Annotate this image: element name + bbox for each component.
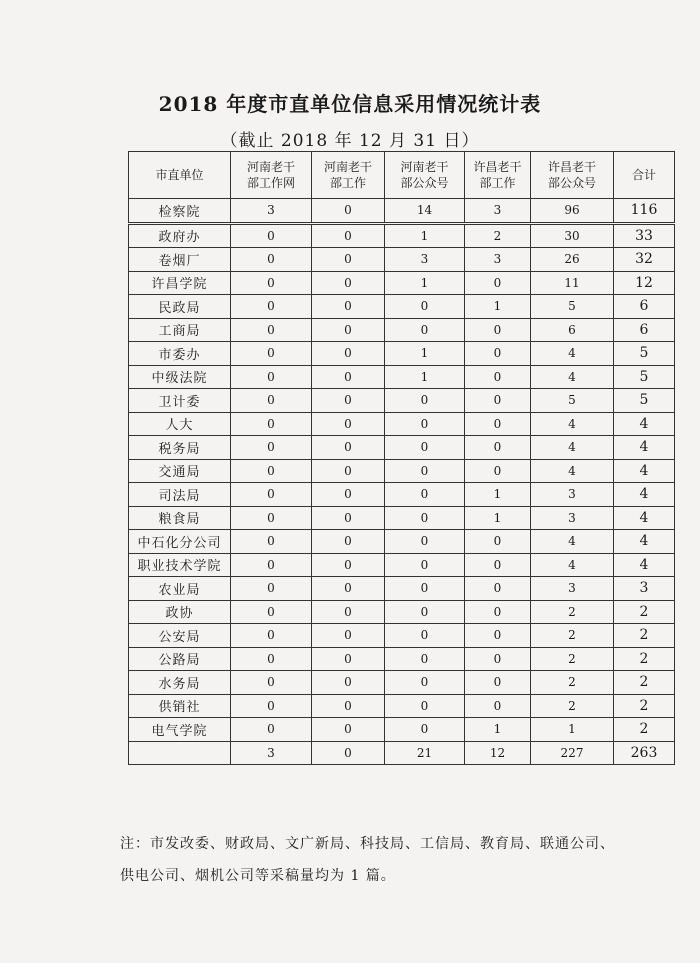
cell-c2: 0: [312, 295, 385, 319]
cell-c1: 0: [231, 459, 312, 483]
cell-c4: 1: [465, 718, 531, 742]
cell-total: 4: [614, 459, 675, 483]
cell-c5: 4: [531, 459, 614, 483]
cell-c2: 0: [312, 530, 385, 554]
statistics-table: [128, 151, 675, 765]
cell-unit: 许昌学院: [129, 271, 231, 295]
cell-c4: 0: [465, 459, 531, 483]
table-row: [129, 271, 675, 295]
cell-total: 2: [614, 624, 675, 648]
cell-unit: 工商局: [129, 318, 231, 342]
table-row: [129, 342, 675, 366]
cell-total: 6: [614, 318, 675, 342]
cell-c5: 2: [531, 647, 614, 671]
cell-c3: 0: [385, 318, 465, 342]
header-total: 合计: [614, 152, 675, 199]
cell-total: 4: [614, 553, 675, 577]
cell-c3: 0: [385, 671, 465, 695]
cell-c3: 0: [385, 624, 465, 648]
cell-c4: 0: [465, 271, 531, 295]
cell-c3: 0: [385, 694, 465, 718]
cell-c1: 0: [231, 436, 312, 460]
cell-total: 5: [614, 342, 675, 366]
header-col2: 河南老干 部工作: [312, 152, 385, 199]
cell-c4: 0: [465, 436, 531, 460]
cell-c5: 2: [531, 694, 614, 718]
cell-c1: 0: [231, 248, 312, 272]
cell-c3: 1: [385, 365, 465, 389]
summary-c5: 227: [531, 741, 614, 765]
cell-c5: 2: [531, 600, 614, 624]
cell-c4: 0: [465, 530, 531, 554]
cell-c4: 0: [465, 389, 531, 413]
summary-unit: [129, 741, 231, 765]
cell-c5: 4: [531, 412, 614, 436]
cell-c1: 0: [231, 671, 312, 695]
cell-c4: 0: [465, 694, 531, 718]
footnote: 注：市发改委、财政局、文广新局、科技局、工信局、教育局、联通公司、供电公司、烟机公司等采稿量均为 1 篇。: [120, 836, 615, 884]
cell-c4: 0: [465, 577, 531, 601]
cell-c4: 2: [465, 223, 531, 248]
cell-c1: 0: [231, 271, 312, 295]
cell-total: 116: [614, 199, 675, 224]
table-row: [129, 553, 675, 577]
document-title: 2018 年度市直单位信息采用情况统计表: [158, 92, 542, 116]
cell-total: 4: [614, 483, 675, 507]
cell-unit: 公路局: [129, 647, 231, 671]
header-col5: 许昌老干 部公众号: [531, 152, 614, 199]
cell-total: 5: [614, 389, 675, 413]
cell-c3: 1: [385, 271, 465, 295]
table-row: [129, 483, 675, 507]
cell-c2: 0: [312, 199, 385, 224]
cell-c4: 0: [465, 412, 531, 436]
summary-c4: 12: [465, 741, 531, 765]
cell-c1: 0: [231, 365, 312, 389]
cell-unit: 水务局: [129, 671, 231, 695]
cell-unit: 司法局: [129, 483, 231, 507]
cell-c4: 1: [465, 483, 531, 507]
cell-c1: 0: [231, 718, 312, 742]
summary-total: 263: [614, 741, 675, 765]
cell-total: 2: [614, 694, 675, 718]
cell-c2: 0: [312, 223, 385, 248]
cell-c1: 0: [231, 530, 312, 554]
table-row: [129, 365, 675, 389]
cell-unit: 中级法院: [129, 365, 231, 389]
table-row: [129, 295, 675, 319]
cell-c2: 0: [312, 577, 385, 601]
cell-c3: 0: [385, 577, 465, 601]
cell-c2: 0: [312, 718, 385, 742]
cell-total: 3: [614, 577, 675, 601]
cell-c5: 6: [531, 318, 614, 342]
cell-c3: 0: [385, 483, 465, 507]
cell-c1: 0: [231, 506, 312, 530]
cell-c3: 0: [385, 718, 465, 742]
cell-c5: 3: [531, 483, 614, 507]
cell-c1: 0: [231, 577, 312, 601]
cell-c3: 14: [385, 199, 465, 224]
table-row: [129, 671, 675, 695]
cell-c4: 0: [465, 624, 531, 648]
table-row: [129, 530, 675, 554]
cell-unit: 公安局: [129, 624, 231, 648]
cell-c2: 0: [312, 694, 385, 718]
cell-c1: 0: [231, 553, 312, 577]
cell-total: 4: [614, 506, 675, 530]
table-row: [129, 199, 675, 224]
cell-c2: 0: [312, 389, 385, 413]
cell-c2: 0: [312, 624, 385, 648]
cell-total: 4: [614, 530, 675, 554]
table-row: [129, 577, 675, 601]
cell-c5: 3: [531, 577, 614, 601]
cell-c4: 0: [465, 553, 531, 577]
cell-total: 4: [614, 412, 675, 436]
table-row: [129, 459, 675, 483]
cell-c5: 4: [531, 553, 614, 577]
cell-c4: 1: [465, 295, 531, 319]
summary-c2: 0: [312, 741, 385, 765]
cell-unit: 检察院: [129, 199, 231, 224]
cell-c3: 0: [385, 389, 465, 413]
table-row: [129, 694, 675, 718]
cell-c1: 0: [231, 647, 312, 671]
table-row: [129, 624, 675, 648]
table-row: [129, 718, 675, 742]
cell-c1: 0: [231, 389, 312, 413]
cell-c3: 0: [385, 600, 465, 624]
cell-c1: 0: [231, 600, 312, 624]
cell-total: 2: [614, 647, 675, 671]
cell-unit: 职业技术学院: [129, 553, 231, 577]
cell-c5: 4: [531, 530, 614, 554]
cell-c5: 4: [531, 342, 614, 366]
header-col1: 河南老干 部工作网: [231, 152, 312, 199]
cell-c2: 0: [312, 600, 385, 624]
cell-c5: 5: [531, 389, 614, 413]
cell-c5: 4: [531, 436, 614, 460]
cell-unit: 人大: [129, 412, 231, 436]
table-body: [129, 199, 675, 765]
cell-unit: 卷烟厂: [129, 248, 231, 272]
cell-unit: 政协: [129, 600, 231, 624]
cell-c3: 0: [385, 412, 465, 436]
cell-c2: 0: [312, 271, 385, 295]
table-row: [129, 248, 675, 272]
cell-c3: 1: [385, 223, 465, 248]
cell-c5: 5: [531, 295, 614, 319]
cell-c1: 0: [231, 694, 312, 718]
cell-unit: 农业局: [129, 577, 231, 601]
cell-c2: 0: [312, 436, 385, 460]
cell-unit: 电气学院: [129, 718, 231, 742]
table-row: [129, 412, 675, 436]
cell-c4: 0: [465, 600, 531, 624]
cell-total: 4: [614, 436, 675, 460]
cell-c3: 0: [385, 553, 465, 577]
table-row: [129, 647, 675, 671]
cell-c2: 0: [312, 412, 385, 436]
cell-c5: 26: [531, 248, 614, 272]
cell-c1: 0: [231, 412, 312, 436]
cell-c2: 0: [312, 248, 385, 272]
cell-c2: 0: [312, 365, 385, 389]
cell-c1: 3: [231, 199, 312, 224]
document-subtitle: （截止 2018 年 12 月 31 日）: [220, 131, 480, 151]
table-row: [129, 436, 675, 460]
cell-c4: 0: [465, 318, 531, 342]
cell-c1: 0: [231, 223, 312, 248]
cell-c2: 0: [312, 483, 385, 507]
cell-c5: 1: [531, 718, 614, 742]
summary-c1: 3: [231, 741, 312, 765]
table-row: [129, 600, 675, 624]
cell-c1: 0: [231, 624, 312, 648]
cell-c1: 0: [231, 295, 312, 319]
cell-c1: 0: [231, 342, 312, 366]
cell-c2: 0: [312, 671, 385, 695]
cell-total: 5: [614, 365, 675, 389]
cell-total: 32: [614, 248, 675, 272]
cell-unit: 中石化分公司: [129, 530, 231, 554]
cell-total: 6: [614, 295, 675, 319]
cell-unit: 卫计委: [129, 389, 231, 413]
cell-unit: 粮食局: [129, 506, 231, 530]
cell-unit: 供销社: [129, 694, 231, 718]
cell-total: 2: [614, 600, 675, 624]
cell-c4: 0: [465, 671, 531, 695]
table-row: [129, 223, 675, 248]
header-col3: 河南老干 部公众号: [385, 152, 465, 199]
cell-c2: 0: [312, 506, 385, 530]
cell-unit: 市委办: [129, 342, 231, 366]
cell-unit: 政府办: [129, 223, 231, 248]
cell-c4: 0: [465, 342, 531, 366]
cell-unit: 民政局: [129, 295, 231, 319]
cell-c3: 0: [385, 459, 465, 483]
cell-c4: 3: [465, 199, 531, 224]
cell-unit: 税务局: [129, 436, 231, 460]
cell-c5: 2: [531, 624, 614, 648]
cell-c5: 30: [531, 223, 614, 248]
cell-c1: 0: [231, 318, 312, 342]
cell-c5: 11: [531, 271, 614, 295]
cell-c5: 4: [531, 365, 614, 389]
cell-total: 2: [614, 718, 675, 742]
summary-c3: 21: [385, 741, 465, 765]
table-header-row: [129, 152, 675, 199]
table-row: [129, 506, 675, 530]
cell-c2: 0: [312, 318, 385, 342]
cell-total: 12: [614, 271, 675, 295]
cell-c3: 3: [385, 248, 465, 272]
cell-c2: 0: [312, 553, 385, 577]
summary-row: [129, 741, 675, 765]
cell-c3: 0: [385, 295, 465, 319]
cell-c4: 1: [465, 506, 531, 530]
cell-c4: 0: [465, 365, 531, 389]
table-row: [129, 389, 675, 413]
cell-c2: 0: [312, 647, 385, 671]
cell-c5: 96: [531, 199, 614, 224]
cell-c5: 3: [531, 506, 614, 530]
cell-c3: 0: [385, 647, 465, 671]
cell-total: 2: [614, 671, 675, 695]
cell-c5: 2: [531, 671, 614, 695]
cell-c3: 0: [385, 436, 465, 460]
cell-c2: 0: [312, 342, 385, 366]
cell-c3: 1: [385, 342, 465, 366]
cell-c2: 0: [312, 459, 385, 483]
cell-c3: 0: [385, 506, 465, 530]
cell-total: 33: [614, 223, 675, 248]
cell-c4: 3: [465, 248, 531, 272]
header-col4: 许昌老干 部工作: [465, 152, 531, 199]
cell-c1: 0: [231, 483, 312, 507]
cell-unit: 交通局: [129, 459, 231, 483]
cell-c3: 0: [385, 530, 465, 554]
cell-c4: 0: [465, 647, 531, 671]
table-row: [129, 318, 675, 342]
header-unit: 市直单位: [129, 152, 231, 199]
